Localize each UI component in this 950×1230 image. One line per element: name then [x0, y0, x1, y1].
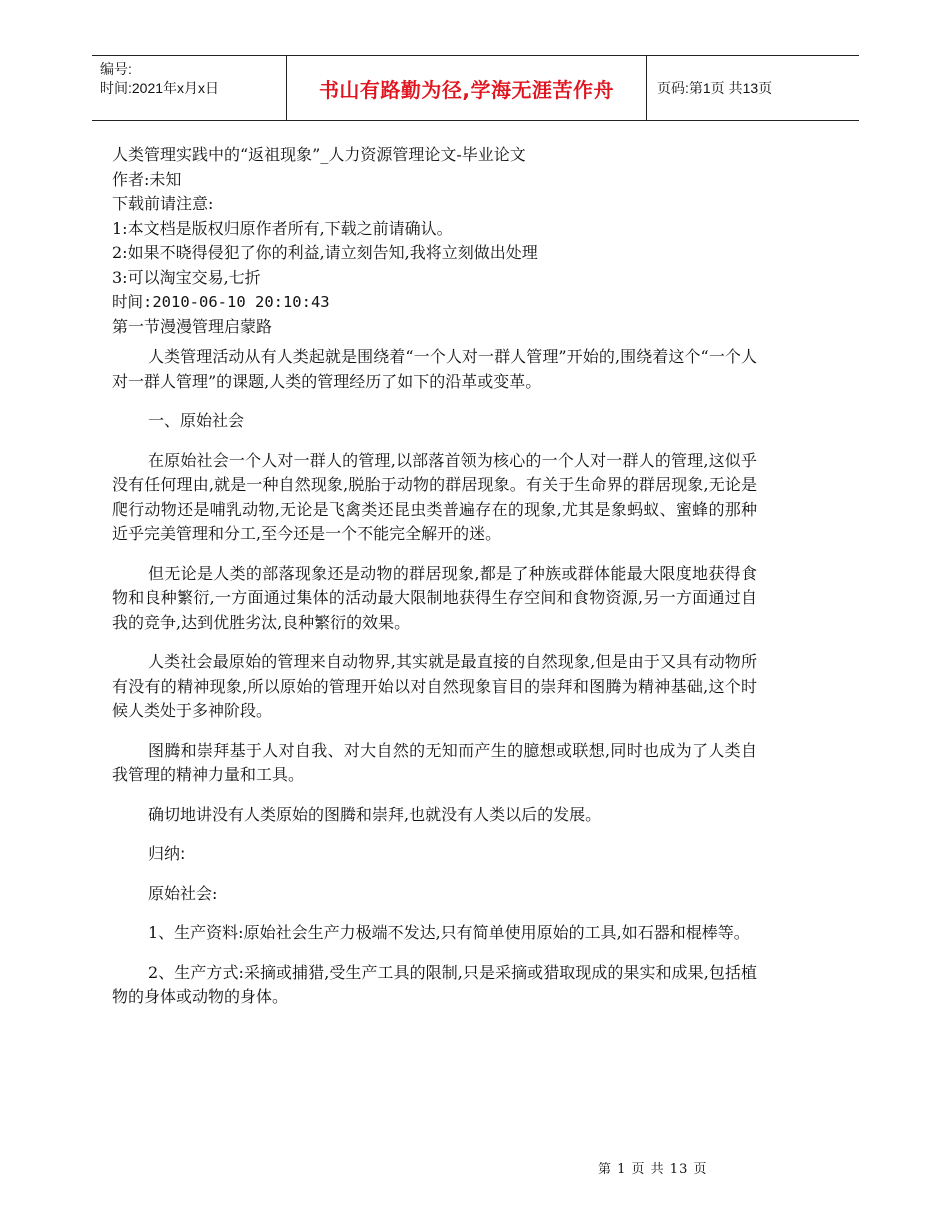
header-time-label: 时间:2021年x月x日: [100, 80, 220, 96]
page-header: [92, 55, 859, 121]
list-item: 1、生产资料:原始社会生产力极端不发达,只有简单使用原始的工具,如石器和棍棒等。: [148, 923, 750, 942]
subheading-primitive-society: 一、原始社会: [148, 411, 245, 430]
section-title: 第一节漫漫管理启蒙路: [112, 316, 273, 336]
page-footer: 第 1 页 共 13 页: [598, 1162, 708, 1177]
summary-label: 归纳:: [148, 844, 186, 863]
paragraph: 图腾和崇拜基于人对自我、对大自然的无知而产生的臆想或联想,同时也成为了人类自我管理的精神力量和工具。: [112, 740, 757, 784]
header-meta: [92, 56, 286, 120]
notice-item-1: 1:本文档是版权归原作者所有,下载之前请确认。: [112, 218, 453, 238]
document-body: [112, 345, 757, 1025]
document-time: 时间:2010-06-10 20:10:43: [112, 293, 330, 311]
paragraph: 人类社会最原始的管理来自动物界,其实就是最直接的自然现象,但是由于又具有动物所有没有的精神现象,所以原始的管理开始以对自然现象盲目的崇拜和图腾为精神基础,这个时候人类处于多神阶段。: [112, 652, 757, 720]
header-page-label: 页码:第1页 共13页: [657, 80, 773, 96]
notice-item-3: 3:可以淘宝交易,七折: [112, 267, 261, 287]
summary-subject: 原始社会:: [148, 883, 218, 903]
notice-heading: 下载前请注意:: [112, 194, 214, 213]
paragraph: 确切地讲没有人类原始的图腾和崇拜,也就没有人类以后的发展。: [148, 804, 602, 824]
document-head: [112, 143, 772, 339]
document-author: 作者:未知: [112, 169, 182, 189]
paragraph: 人类管理活动从有人类起就是围绕着“一个人对一群人管理”开始的,围绕着这个“一个人对一群人管理”的课题,人类的管理经历了如下的沿革或变革。: [112, 347, 757, 391]
header-number-label: 编号:: [100, 61, 132, 77]
notice-item-2: 2:如果不晓得侵犯了你的利益,请立刻告知,我将立刻做出处理: [112, 243, 538, 262]
paragraph: 但无论是人类的部落现象还是动物的群居现象,都是了种族或群体能最大限度地获得食物和良种繁衍,一方面通过集体的活动最大限制地获得生存空间和食物资源,另一方面通过自我的竞争,达到优胜劣汰,良种繁衍的效果。: [112, 563, 757, 632]
list-item: 2、生产方式:采摘或捕猎,受生产工具的限制,只是采摘或猎取现成的果实和成果,包括植物的身体或动物的身体。: [112, 962, 757, 1006]
header-motto: 书山有路勤为径,学海无涯苦作舟: [286, 56, 647, 120]
document-title: 人类管理实践中的“返祖现象”_人力资源管理论文-毕业论文: [112, 145, 526, 164]
paragraph: 在原始社会一个人对一群人的管理,以部落首领为核心的一个人对一群人的管理,这似乎没有任何理由,就是一种自然现象,脱胎于动物的群居现象。有关于生命界的群居现象,无论是爬行动物还是哺乳动物,无论是飞禽类还昆虫类普遍存在的现象,尤其是象蚂蚁、蜜蜂的那种近乎完美管理和分工,至今还是一个不能完全解开的迷。: [112, 450, 757, 543]
